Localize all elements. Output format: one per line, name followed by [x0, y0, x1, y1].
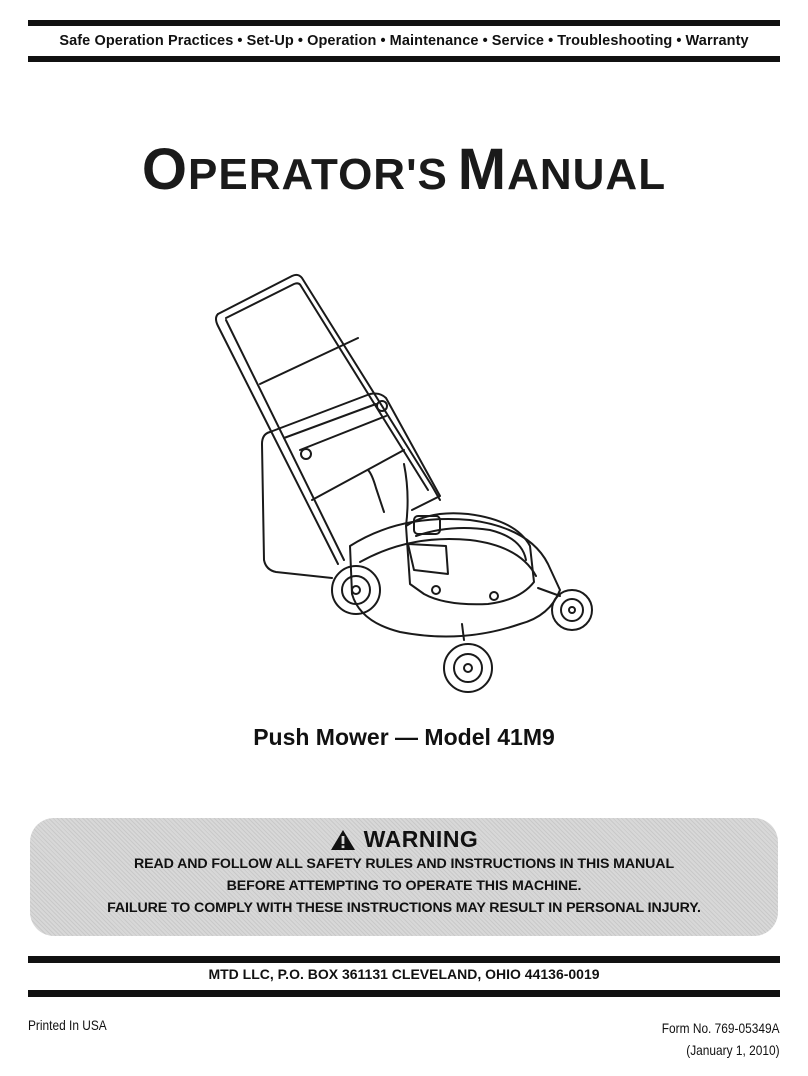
- nav-separator: •: [482, 33, 488, 49]
- top-rule-thick: [28, 20, 780, 26]
- section-nav: [28, 28, 780, 54]
- bottom-rule-thick-2: [28, 990, 780, 997]
- nav-item-maintenance[interactable]: Maintenance: [389, 33, 479, 49]
- nav-separator: •: [237, 33, 243, 49]
- warning-heading: WARNING: [363, 826, 479, 852]
- page-title: [0, 136, 808, 203]
- company-address: MTD LLC, P.O. BOX 361131 CLEVELAND, OHIO 44136-0019: [208, 966, 600, 982]
- warning-heading-row: [30, 826, 778, 853]
- warning-line-1: READ AND FOLLOW ALL SAFETY RULES AND INSTRUCTIONS IN THIS MANUAL: [133, 856, 675, 872]
- nav-item-service[interactable]: Service: [491, 33, 545, 49]
- nav-separator: •: [380, 33, 386, 49]
- title-word-operators: PERATOR'S: [188, 150, 448, 199]
- form-number-block: [662, 1017, 780, 1061]
- nav-item-setup[interactable]: Set-Up: [246, 33, 294, 49]
- warning-line-3: FAILURE TO COMPLY WITH THESE INSTRUCTIONS MAY RESULT IN PERSONAL INJURY.: [107, 900, 701, 916]
- nav-item-safe-operation[interactable]: Safe Operation Practices: [59, 33, 234, 49]
- printed-in-usa: Printed In USA: [28, 1017, 107, 1033]
- title-word-manual: ANUAL: [507, 150, 667, 199]
- nav-separator: •: [548, 33, 554, 49]
- nav-item-troubleshooting[interactable]: Troubleshooting: [557, 33, 673, 49]
- lawn-mower-illustration: [200, 264, 610, 704]
- nav-item-operation[interactable]: Operation: [307, 33, 377, 49]
- nav-separator: •: [676, 33, 682, 49]
- warning-triangle-icon: [330, 829, 356, 851]
- nav-item-warranty[interactable]: Warranty: [685, 33, 749, 49]
- bottom-rule-thick: [28, 956, 780, 963]
- warning-box: [30, 818, 778, 936]
- nav-separator: •: [297, 33, 304, 49]
- form-number: Form No. 769-05349A: [662, 1020, 780, 1036]
- title-initial-m: M: [457, 137, 508, 202]
- warning-line-2: BEFORE ATTEMPTING TO OPERATE THIS MACHINE.: [226, 878, 582, 894]
- form-date: (January 1, 2010): [686, 1042, 780, 1058]
- top-rule-thick-2: [28, 56, 780, 62]
- model-line: Push Mower — Model 41M9: [253, 724, 555, 750]
- title-initial-o: O: [141, 137, 189, 202]
